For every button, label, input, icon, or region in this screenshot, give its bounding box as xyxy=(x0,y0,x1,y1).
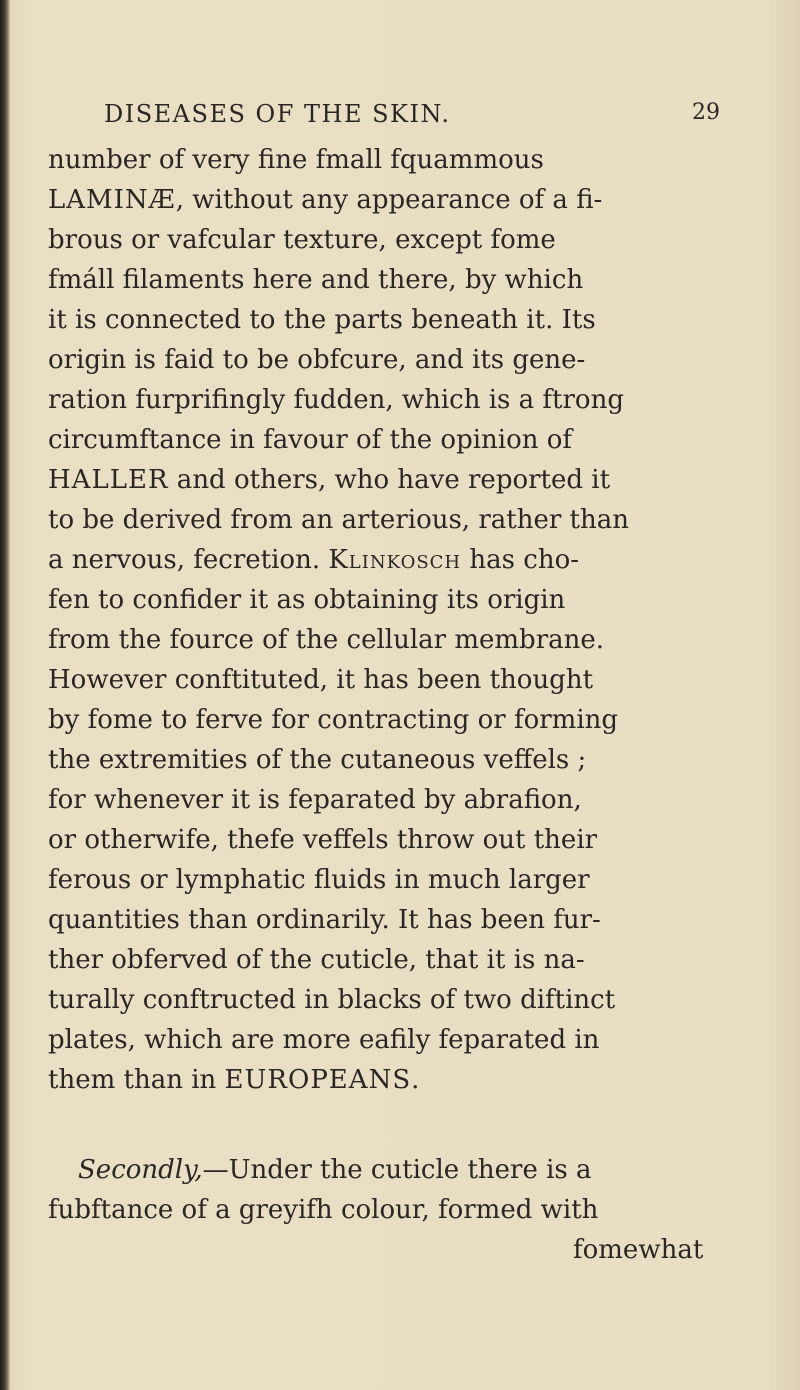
text-line: it is connected to the parts beneath it. Its xyxy=(48,305,596,335)
text-line: LAMINÆ, without any appearance of a fi- xyxy=(48,185,603,215)
text-line: or otherwife, thefe veffels throw out their xyxy=(48,825,598,855)
text-line: fen to confider it as obtaining its origin xyxy=(48,585,566,615)
text-line: by fome to ferve for contracting or forming xyxy=(48,705,619,735)
text-line: However conftituted, it has been thought xyxy=(48,665,594,695)
text-line: from the fource of the cellular membrane. xyxy=(48,625,605,655)
text-line: brous or vafcular texture, except fome xyxy=(48,225,556,255)
text-line: the extremities of the cutaneous veffels ; xyxy=(48,745,587,775)
text-line: quantities than ordinarily. It has been fur- xyxy=(48,905,601,935)
page-number: 29 xyxy=(692,100,720,125)
text-line: ferous or lymphatic fluids in much larger xyxy=(48,865,590,895)
text-line: Secondly,—Under the cuticle there is a xyxy=(78,1155,592,1185)
text-line: HALLER and others, who have reported it xyxy=(48,465,611,495)
text-line: circumftance in favour of the opinion of xyxy=(48,425,573,455)
text-line: ration furprifingly fudden, which is a ftrong xyxy=(48,385,624,415)
small-caps-term: EUROPEANS xyxy=(224,1065,412,1095)
text-line: number of very fine fmall fquammous xyxy=(48,145,544,175)
italic-lead: Secondly, xyxy=(78,1155,203,1185)
running-head xyxy=(100,100,720,140)
running-title: DISEASES OF THE SKIN. xyxy=(104,100,451,128)
text-line: origin is faid to be obfcure, and its gene- xyxy=(48,345,586,375)
text-line: to be derived from an arterious, rather than xyxy=(48,505,629,535)
text-line: turally conftructed in blacks of two diftinct xyxy=(48,985,616,1015)
catchword: fomewhat xyxy=(573,1235,704,1265)
text-line: them than in EUROPEANS. xyxy=(48,1065,420,1095)
small-caps-term: LAMINÆ xyxy=(48,185,176,215)
text-line: a nervous, fecretion. Klinkosch has cho- xyxy=(48,545,580,575)
text-line: plates, which are more eafily feparated in xyxy=(48,1025,600,1055)
text-line: ther obferved of the cuticle, that it is na- xyxy=(48,945,585,975)
text-line: fubftance of a greyifh colour, formed with xyxy=(48,1195,599,1225)
small-caps-name: Klinkosch xyxy=(328,545,462,575)
text-line: for whenever it is feparated by abrafion, xyxy=(48,785,582,815)
text-line: fmáll filaments here and there, by which xyxy=(48,265,584,295)
binding-edge xyxy=(0,0,10,1390)
small-caps-name: HALLER xyxy=(48,465,169,495)
